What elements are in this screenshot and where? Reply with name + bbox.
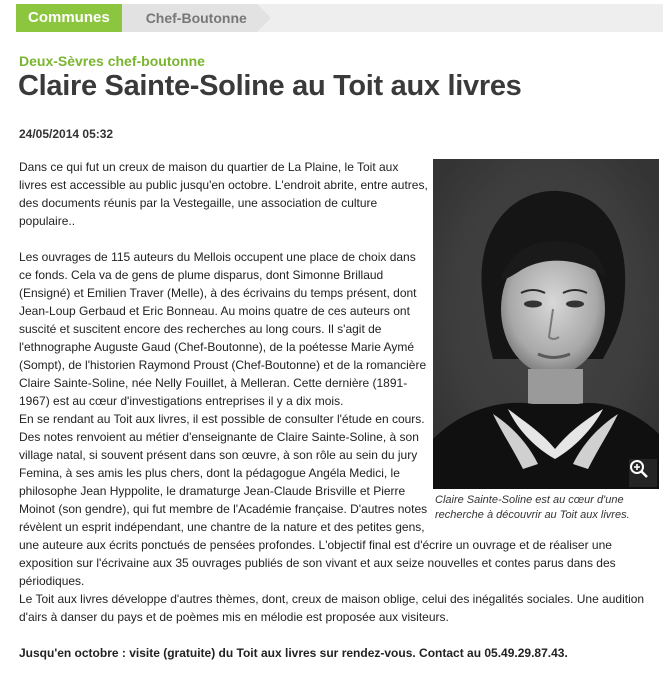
page-title: Claire Sainte-Soline au Toit aux livres	[18, 70, 522, 102]
article-date: 24/05/2014 05:32	[19, 127, 114, 141]
article-body	[19, 158, 659, 662]
article-kicker: Deux-Sèvres chef-boutonne	[19, 53, 205, 69]
article-paragraph: Le Toit aux livres développe d'autres thèmes, dont, creux de maison oblige, celui des inégalités sociales. Une audition d'airs à danser du pays et de poèmes mis en mélodie est proposée aux visiteurs.	[19, 592, 645, 624]
breadcrumb-current[interactable]: Chef-Boutonne	[122, 4, 257, 32]
figure-spacer	[429, 158, 659, 536]
article-paragraph: En se rendant au Toit aux livres, il est possible de consulter l'étude en cours. Des notes renvoient au métier d'enseignante de Claire Sainte-Soline, à son village natal, si souvent présent dans son œuvre, à son rôle au sein du jury Femina, à ses amis les plus chers, dont la pédagogue Angéla Medici, le philosophe Jean Hyppolite, le dramaturge Jean-Claude Brisville et Pierre Moinot (son gendre), qui fut membre de l'Académie française. D'autres notes révèlent un esprit indépendant, une chantre de la nature et des petites gens, une auteure aux écrits ponctués de pensées profondes. L'objectif final est d'écrire un ouvrage et de réaliser une exposition sur l'écrivaine aux 35 ouvrages publiés de son vivant et aux seize nouvelles et contes parus dans des périodiques.	[19, 412, 616, 588]
article-paragraph: Dans ce qui fut un creux de maison du quartier de La Plaine, le Toit aux livres est accessible au public jusqu'en octobre. L'endroit abrite, entre autres, des documents réunis par la Vestegaille, une association de culture populaire..	[19, 160, 428, 228]
contact-info: Jusqu'en octobre : visite (gratuite) du Toit aux livres sur rendez-vous. Contact au 05.49.29.87.43.	[19, 646, 568, 660]
breadcrumb-communes-link[interactable]: Communes	[16, 4, 122, 32]
article-paragraph: Les ouvrages de 115 auteurs du Mellois occupent une place de choix dans ce fonds. Cela va de gens de plume disparus, dont Simonne Brillaud (Ensigné) et Emilien Traver (Melle), à des écrivains du temps présent, dont Jean-Loup Gerbaud et Eric Bonneau. Au moins quatre de ces auteurs ont suscité et suscitent encore des recherches au long cours. Il s'agit de l'ethnographe Auguste Gaud (Chef-Boutonne), de la poétesse Marie Aymé (Sompt), de l'historien Raymond Proust (Chef-Boutonne) et de la romancière Claire Sainte-Soline, née Nelly Fouillet, à Melleran. Cette dernière (1891-1967) est au cœur d'investigations entreprises il y a dix mois.	[19, 250, 427, 408]
photo-caption: Claire Sainte-Soline est au cœur d'une recherche à découvrir au Toit aux livres.	[435, 494, 630, 521]
breadcrumb	[16, 4, 663, 32]
